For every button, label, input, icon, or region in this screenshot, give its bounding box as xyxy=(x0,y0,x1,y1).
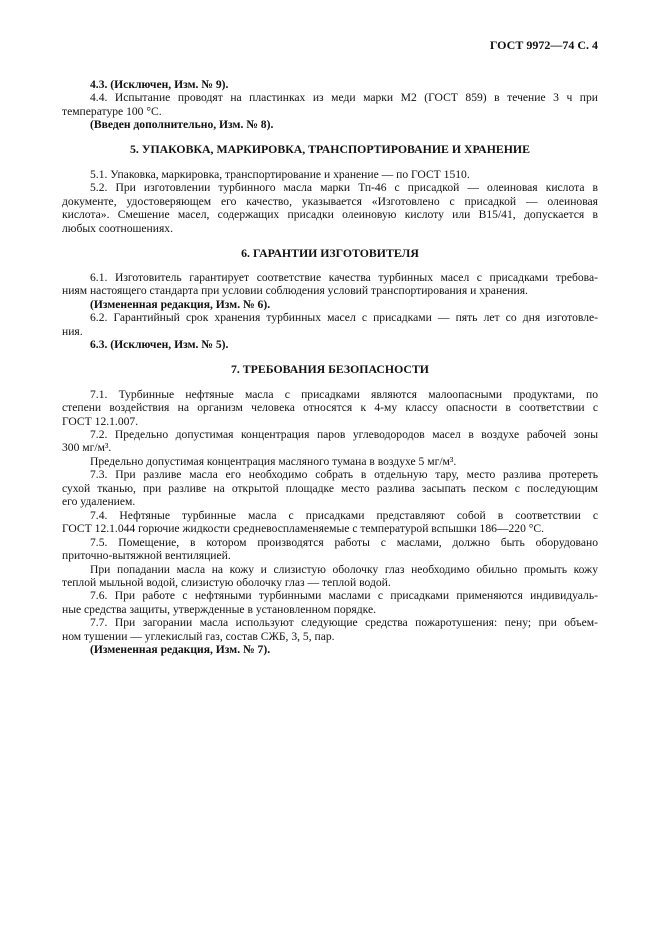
text-line: 7.6. При работе с нефтяными турбинными маслами с присадками применяются индивидуаль- xyxy=(90,589,598,603)
text-line: кислота». Смешение масел, содержащих присадки олеиновую кислоту или В15/41, допускается в xyxy=(62,208,598,222)
text-line: ГОСТ 12.1.007. xyxy=(62,414,139,428)
paragraph xyxy=(62,468,598,508)
paragraph xyxy=(62,388,598,428)
text-line: ном тушении — углекислый газ, состав СЖБ, 3, 5, пар. xyxy=(62,629,335,643)
paragraph xyxy=(62,563,598,590)
text-line: ния. xyxy=(62,324,83,338)
text-line: (Измененная редакция, Изм. № 6). xyxy=(90,297,271,311)
paragraph xyxy=(62,616,598,643)
paragraph xyxy=(62,311,598,338)
text-line: 5.2. При изготовлении турбинного масла марки Тп-46 с присадкой — олеиновая кислота в xyxy=(90,181,598,195)
paragraph xyxy=(62,168,598,181)
section-heading: 7. ТРЕБОВАНИЯ БЕЗОПАСНОСТИ xyxy=(230,362,429,377)
text-line: 300 мг/м³. xyxy=(62,441,112,455)
paragraph xyxy=(62,509,598,536)
amendment-note xyxy=(62,78,598,91)
text-line: 7.2. Предельно допустимая концентрация паров углеводородов масел в воздухе рабочей зоны xyxy=(90,428,598,442)
text-line: 7.7. При загорании масла используют следующие средства пожаротушения: пену; при объем- xyxy=(90,616,598,630)
section-heading: 5. УПАКОВКА, МАРКИРОВКА, ТРАНСПОРТИРОВАНИЕ И ХРАНЕНИЕ xyxy=(130,142,530,157)
paragraph xyxy=(62,589,598,616)
text-line: степени воздействия на организм человека относятся к 4-му классу опасности в соответствии с xyxy=(62,401,598,415)
text-line: теплой мыльной водой, слизистую оболочку глаз — теплой водой. xyxy=(62,576,391,589)
document-body xyxy=(62,78,598,657)
text-line: ниям настоящего стандарта при условии соблюдения условий транспортирования и хранения. xyxy=(62,284,528,298)
text-line: его удалением. xyxy=(62,495,136,509)
paragraph xyxy=(62,455,598,468)
text-line: 4.3. (Исключен, Изм. № 9). xyxy=(90,78,229,91)
amendment-note xyxy=(62,338,598,351)
amendment-note xyxy=(62,643,598,656)
text-line: любых соотношениях. xyxy=(62,221,173,235)
text-line: 5.1. Упаковка, маркировка, транспортирование и хранение — по ГОСТ 1510. xyxy=(90,167,470,181)
text-line: температуре 100 °С. xyxy=(62,104,162,118)
amendment-note xyxy=(62,118,598,131)
text-line: приточно-вытяжной вентиляцией. xyxy=(62,549,231,563)
text-line: 7.1. Турбинные нефтяные масла с присадками являются малоопасными продуктами, по xyxy=(90,387,598,401)
text-line: ГОСТ 12.1.044 горючие жидкости средневоспламеняемые с температурой вспышки 186—220 °С. xyxy=(62,522,545,536)
text-line: При попадании масла на кожу и слизистую оболочку глаз необходимо обильно промыть кожу xyxy=(90,562,598,576)
text-line: сухой тканью, при разливе на открытой площадке место разлива засыпать песком с последующим xyxy=(62,481,598,495)
text-line: 6.3. (Исключен, Изм. № 5). xyxy=(90,338,229,352)
paragraph xyxy=(62,428,598,455)
text-line: 6.1. Изготовитель гарантирует соответствие качества турбинных масел с присадками требова- xyxy=(90,270,598,284)
text-line: 7.4. Нефтяные турбинные масла с присадками представляют собой в соответствии с xyxy=(90,508,598,522)
paragraph xyxy=(62,181,598,235)
text-line: ные средства защиты, утвержденные в установленном порядке. xyxy=(62,602,377,616)
text-line: 4.4. Испытание проводят на пластинках из меди марки М2 (ГОСТ 859) в течение 3 ч при xyxy=(90,91,598,105)
text-line: Предельно допустимая концентрация масляного тумана в воздухе 5 мг/м³. xyxy=(90,454,457,468)
text-line: (Введен дополнительно, Изм. № 8). xyxy=(90,118,274,132)
text-line: документе, удостоверяющем его качество, указывается «Изготовлено с присадкой — олеиновая xyxy=(62,194,598,208)
page-header: ГОСТ 9972—74 С. 4 xyxy=(489,38,598,52)
paragraph xyxy=(62,536,598,563)
paragraph xyxy=(62,271,598,298)
paragraph xyxy=(62,91,598,118)
text-line: 6.2. Гарантийный срок хранения турбинных масел с присадками — пять лет со дня изготовле- xyxy=(90,311,598,325)
text-line: 7.5. Помещение, в котором производятся работы с маслами, должно быть оборудовано xyxy=(90,535,598,549)
text-line: 7.3. При разливе масла его необходимо собрать в отдельную тару, место разлива протереть xyxy=(90,468,598,482)
section-heading: 6. ГАРАНТИИ ИЗГОТОВИТЕЛЯ xyxy=(241,245,419,260)
text-line: (Измененная редакция, Изм. № 7). xyxy=(90,643,271,657)
amendment-note xyxy=(62,298,598,311)
